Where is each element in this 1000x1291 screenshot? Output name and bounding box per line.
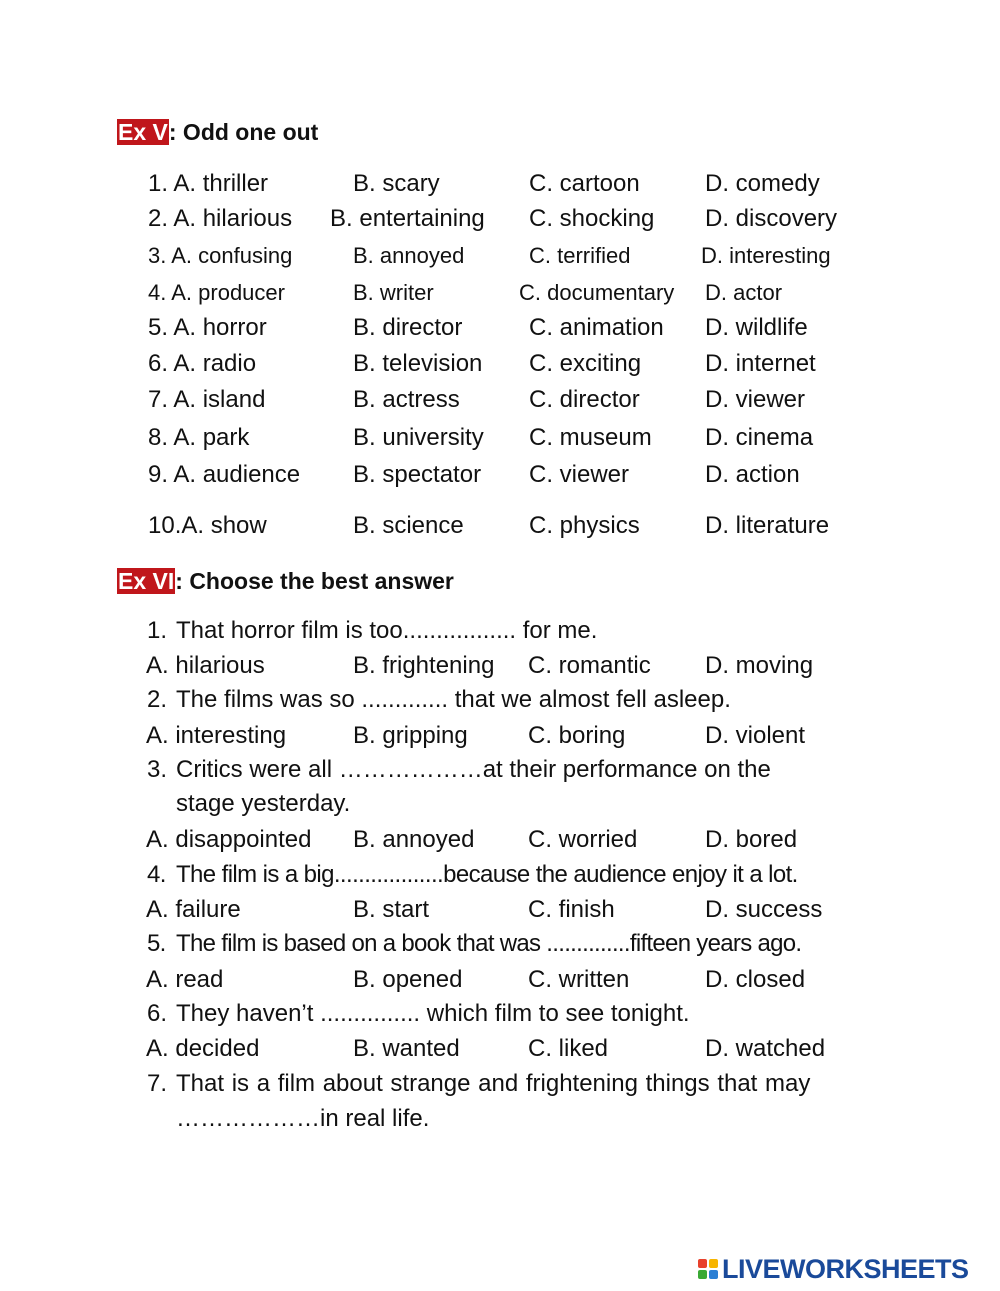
option-d: D. bored	[705, 826, 798, 853]
option-c: C. shocking	[529, 205, 655, 232]
option-c: C. worried	[528, 826, 638, 853]
option-a: A. disappointed	[146, 826, 312, 853]
option-a: 1. A. thriller	[148, 170, 269, 197]
question-stem: 1. That horror film is too................. for me.	[147, 617, 598, 644]
option-a: A. hilarious	[146, 652, 265, 679]
option-a: A. failure	[146, 896, 241, 923]
logo-square-red	[698, 1259, 707, 1268]
answer-row	[0, 649, 1000, 683]
option-b: B. writer	[353, 280, 434, 305]
ex6-title: : Choose the best answer	[175, 568, 454, 594]
option-d: D. moving	[705, 652, 814, 679]
ex5-row	[0, 311, 1000, 345]
ex5-row	[0, 167, 1000, 201]
answer-row	[0, 963, 1000, 997]
answer-row	[0, 719, 1000, 753]
ex5-row	[0, 347, 1000, 381]
liveworksheets-logo	[698, 1252, 969, 1286]
ex5-row	[0, 383, 1000, 417]
option-b: B. scary	[353, 170, 440, 197]
option-b: B. frightening	[353, 652, 495, 679]
option-b: B. gripping	[353, 722, 468, 749]
ex5-row	[0, 202, 1000, 236]
ex6-tag: Ex VI	[118, 568, 175, 594]
option-d: D. interesting	[701, 243, 831, 268]
option-b: B. spectator	[353, 461, 482, 488]
option-a: 4. A. producer	[148, 280, 285, 305]
option-b: B. wanted	[353, 1035, 460, 1062]
option-c: C. viewer	[529, 461, 630, 488]
option-a: 2. A. hilarious	[148, 205, 293, 232]
option-a: 3. A. confusing	[148, 243, 293, 268]
ex5-title: : Odd one out	[168, 119, 319, 145]
option-a: 9. A. audience	[148, 461, 301, 488]
option-d: D. violent	[705, 722, 806, 749]
question-stem-continued: stage yesterday.	[176, 790, 351, 817]
option-c: C. documentary	[519, 280, 675, 305]
option-a: A. interesting	[146, 722, 287, 749]
option-b: B. director	[353, 314, 463, 341]
option-d: D. comedy	[705, 170, 820, 197]
option-a: 7. A. island	[148, 386, 266, 413]
option-b: B. actress	[353, 386, 460, 413]
option-d: D. discovery	[705, 205, 838, 232]
ex5-row	[0, 509, 1000, 543]
answer-row	[0, 823, 1000, 857]
option-d: D. watched	[705, 1035, 826, 1062]
option-d: D. cinema	[705, 424, 814, 451]
option-a: 8. A. park	[148, 424, 250, 451]
ex5-row	[0, 239, 1000, 273]
option-a: 5. A. horror	[148, 314, 267, 341]
option-b: B. entertaining	[330, 205, 485, 232]
option-a: 10.A. show	[148, 512, 267, 539]
answer-row	[0, 1032, 1000, 1066]
answer-row	[0, 893, 1000, 927]
option-b: B. university	[353, 424, 484, 451]
option-c: C. liked	[528, 1035, 609, 1062]
option-d: D. closed	[705, 966, 806, 993]
option-a: A. decided	[146, 1035, 260, 1062]
option-c: C. museum	[529, 424, 652, 451]
option-b: B. annoyed	[353, 826, 475, 853]
option-d: D. success	[705, 896, 823, 923]
question-stem: 6. They haven’t ............... which film to see tonight.	[147, 1000, 690, 1027]
option-c: C. animation	[529, 314, 664, 341]
question-stem: 7. That is a film about strange and frightening things that may	[147, 1070, 811, 1097]
option-c: C. written	[528, 966, 630, 993]
option-c: C. terrified	[529, 243, 631, 268]
ex5-row	[0, 458, 1000, 492]
option-c: C. boring	[528, 722, 626, 749]
option-d: D. internet	[705, 350, 816, 377]
option-b: B. start	[353, 896, 430, 923]
option-c: C. physics	[529, 512, 640, 539]
option-d: D. action	[705, 461, 800, 488]
option-c: C. exciting	[529, 350, 642, 377]
option-b: B. television	[353, 350, 483, 377]
logo-square-green	[698, 1270, 707, 1279]
option-b: B. opened	[353, 966, 463, 993]
ex5-tag: Ex V	[118, 119, 168, 145]
option-c: C. cartoon	[529, 170, 640, 197]
option-c: C. director	[529, 386, 640, 413]
option-b: B. annoyed	[353, 243, 465, 268]
ex5-row	[0, 276, 1000, 310]
question-stem-continued: ………………in real life.	[176, 1105, 430, 1132]
ex6-heading	[117, 566, 454, 596]
logo-square-yellow	[709, 1259, 718, 1268]
question-stem: 4. The film is a big..................because the audience enjoy it a lot.	[147, 861, 798, 888]
option-d: D. viewer	[705, 386, 806, 413]
ex5-row	[0, 421, 1000, 455]
ex5-heading	[117, 117, 318, 147]
option-b: B. science	[353, 512, 464, 539]
logo-mark-icon	[698, 1259, 718, 1279]
logo-square-blue	[709, 1270, 718, 1279]
option-c: C. romantic	[528, 652, 651, 679]
option-c: C. finish	[528, 896, 615, 923]
option-a: A. read	[146, 966, 224, 993]
option-a: 6. A. radio	[148, 350, 257, 377]
logo-text: LIVEWORKSHEETS	[722, 1253, 969, 1284]
option-d: D. actor	[705, 280, 783, 305]
question-stem: 3. Critics were all ………………at their performance on the	[147, 756, 771, 783]
option-d: D. literature	[705, 512, 830, 539]
question-stem: 5. The film is based on a book that was ..............fifteen years ago.	[147, 930, 802, 957]
question-stem: 2. The films was so ............. that we almost fell asleep.	[147, 686, 731, 713]
option-d: D. wildlife	[705, 314, 808, 341]
